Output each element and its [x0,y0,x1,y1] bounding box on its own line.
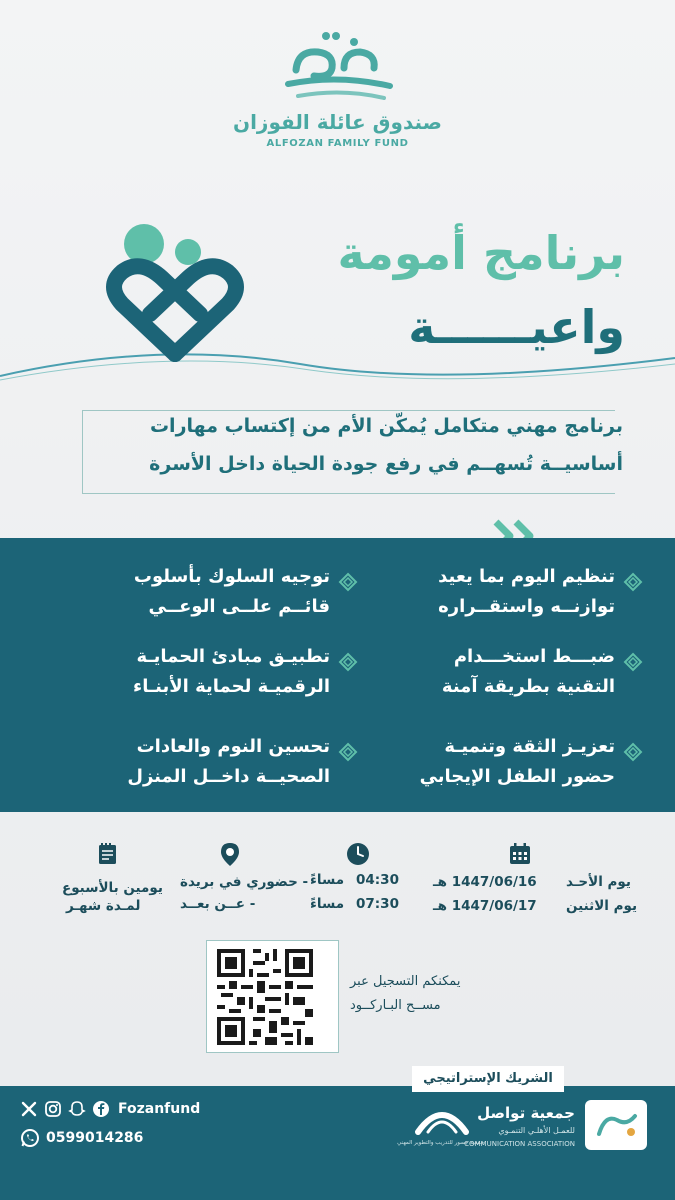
diamond-icon [338,742,358,762]
clock-icon [346,842,370,866]
feature-item [353,642,643,702]
registration-line2: مســح البـاركــود [350,998,441,1013]
strategic-partner-label: الشريك الإستراتيجي [412,1066,564,1092]
feature-line2: الرقميـة لحماية الأبنـاء [133,676,330,697]
day1: يوم الأحـد [566,874,631,890]
fund-logo [0,28,675,149]
phone-contact [20,1128,143,1148]
feature-line2: توازنــه واستقــراره [438,596,615,617]
family-heart-icon [100,222,250,372]
period1: مساءً [310,872,345,888]
x-icon[interactable] [20,1100,38,1118]
feature-line2: حضور الطفل الإيجابي [419,766,615,787]
snapchat-icon[interactable] [68,1100,86,1118]
feature-item [353,562,643,622]
duration-line2: لمـدة شهـر [66,898,141,914]
feature-item [68,732,358,792]
feature-line2: التقنية بطريقة آمنة [441,676,615,697]
notepad-icon [96,842,120,866]
tawasul-english: COMMUNICATION ASSOCIATION [464,1140,575,1148]
date1: 1447/06/16 هـ [433,874,537,890]
tawasul-logo [585,1100,647,1150]
feature-line2: الصحيــة داخــل المنزل [127,766,330,787]
registration-line1: يمكنكم التسجيل عبر [350,974,461,989]
feature-line1: توجيه السلوك بأسلوب [133,566,330,587]
facebook-icon[interactable] [92,1100,110,1118]
date2: 1447/06/17 هـ [433,898,537,914]
phone-number[interactable]: 0599014286 [46,1130,144,1146]
duration-line1: يومين بالأسبوع [62,880,163,896]
feature-line1: تحسين النوم والعادات [136,736,330,757]
instagram-icon[interactable] [44,1100,62,1118]
feature-line2: قائــم علــى الوعــي [148,596,330,617]
program-description-line1: برنامج مهني متكامل يُمكّن الأم من إكتساب مهارات [149,415,623,437]
day2: يوم الاثنين [566,898,638,914]
tawasul-subtitle: للعمـل الأهلـي التنمـوي [498,1126,575,1135]
time2: 07:30 [356,896,399,912]
social-links [20,1100,200,1118]
location-pin-icon [218,842,242,868]
feature-item [68,642,358,702]
feature-item [353,732,643,792]
calendar-icon [508,842,532,866]
feature-line1: ضبـــط استخـــدام [453,646,615,667]
diamond-icon [623,742,643,762]
feature-item [68,562,358,622]
program-description-box [82,410,623,494]
feature-line1: تنظيم اليوم بما يعيد [438,566,615,587]
jasur-logo [412,1100,472,1138]
attendance-mode2: - عــن بعــد [180,896,256,912]
program-title-line2: واعيــــــة [408,300,625,354]
program-title-line1: برنامج أمومة [337,226,625,280]
diamond-icon [623,652,643,672]
tawasul-name: جمعية تواصل [477,1104,575,1122]
jasur-name: جمعية جسور للتدريب والتطوير المهني [397,1140,484,1146]
fund-name-english: ALFOZAN FAMILY FUND [266,138,409,149]
feature-line1: تعزيـز الثقة وتنميـة [444,736,615,757]
fund-name-arabic: صندوق عائلة الفوزان [233,110,442,134]
qr-code[interactable] [217,949,313,1045]
social-handle[interactable]: Fozanfund [118,1101,201,1117]
feature-line1: تطبيـق مبادئ الحمايـة [136,646,330,667]
time1: 04:30 [356,872,399,888]
period2: مساءً [310,896,345,912]
diamond-icon [623,572,643,592]
diamond-icon [338,652,358,672]
qr-code-frame [206,940,339,1053]
diamond-icon [338,572,358,592]
attendance-mode1: - حضوري في بريدة [180,874,309,890]
program-description-line2: أساسيــة تُسهــم في رفع جودة الحياة داخل الأسرة [149,453,623,475]
fund-logo-mark [278,28,398,106]
whatsapp-icon[interactable] [20,1128,40,1148]
